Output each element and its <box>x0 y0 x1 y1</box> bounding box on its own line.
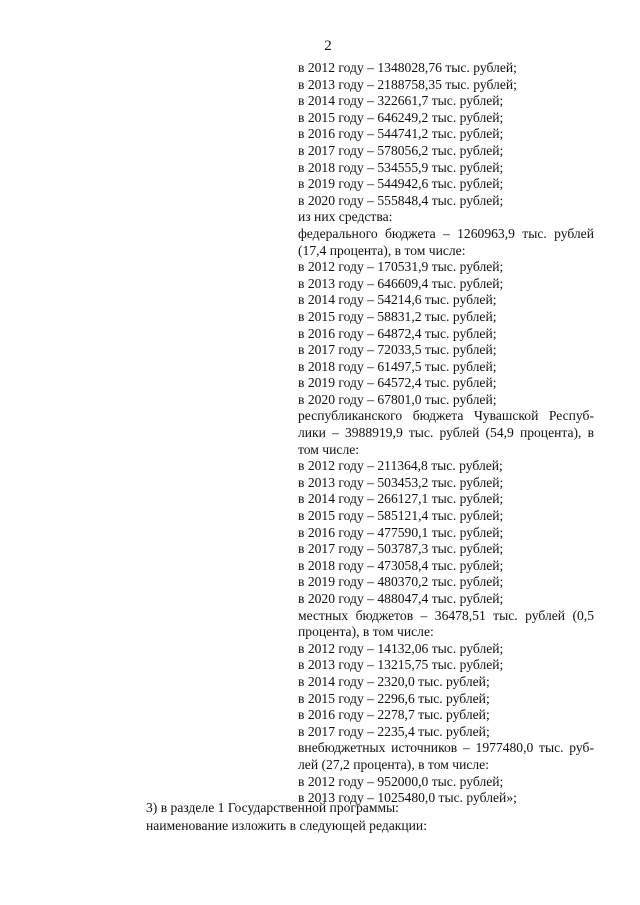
year-line: в 2020 году – 67801,0 тыс. рублей; <box>298 391 497 407</box>
year-line: в 2015 году – 2296,6 тыс. рублей; <box>298 690 490 706</box>
year-line: в 2012 году – 1348028,76 тыс. рублей; <box>298 60 517 75</box>
year-line: в 2019 году – 64572,4 тыс. рублей; <box>298 375 497 391</box>
year-line: в 2014 году – 54214,6 тыс. рублей; <box>298 292 497 308</box>
local-budgets-heading: местных бюджетов – 36478,51 тыс. рублей (0,5 процента), в том числе: <box>298 607 594 640</box>
year-line: в 2013 году – 1025480,0 тыс. рублей»; <box>298 790 517 806</box>
year-line: в 2012 году – 952000,0 тыс. рублей; <box>298 773 504 789</box>
federal-budget-years <box>298 259 594 408</box>
year-line: в 2020 году – 488047,4 тыс. рублей; <box>298 591 504 606</box>
year-line: в 2015 году – 585121,4 тыс. рублей; <box>298 508 504 524</box>
year-line: в 2012 году – 14132,06 тыс. рублей; <box>298 640 504 656</box>
year-line: в 2015 году – 646249,2 тыс. рублей; <box>298 109 504 125</box>
year-line: в 2017 году – 503787,3 тыс. рублей; <box>298 541 504 557</box>
year-line: в 2019 году – 480370,2 тыс. рублей; <box>298 574 504 590</box>
year-line: в 2013 году – 503453,2 тыс. рублей; <box>298 474 504 490</box>
year-line: в 2013 году – 646609,4 тыс. рублей; <box>298 275 504 291</box>
year-line: в 2012 году – 170531,9 тыс. рублей; <box>298 259 504 275</box>
year-line: в 2017 году – 2235,4 тыс. рублей; <box>298 723 490 739</box>
total-by-year-list <box>298 60 594 209</box>
federal-budget-heading: федерального бюджета – 1260963,9 тыс. рублей (17,4 процента), в том числе: <box>298 225 594 258</box>
funding-column <box>298 60 594 807</box>
republican-budget-years <box>298 458 594 607</box>
year-line: в 2017 году – 72033,5 тыс. рублей; <box>298 342 497 358</box>
year-line: в 2016 году – 64872,4 тыс. рублей; <box>298 325 497 341</box>
year-line: в 2018 году – 473058,4 тыс. рублей; <box>298 557 504 573</box>
section-3-line-1: 3) в разделе 1 Государственной программы: <box>146 800 399 815</box>
year-line: в 2016 году – 544741,2 тыс. рублей; <box>298 126 504 142</box>
page-number: 2 <box>324 38 332 54</box>
section-3-line-2: наименование изложить в следующей редакции: <box>146 818 427 833</box>
republican-budget-heading: республиканского бюджета Чувашской Республики – 3988919,9 тыс. рублей (54,9 процента), в том числе: <box>298 408 594 457</box>
extrabudgetary-heading: внебюджетных источников – 1977480,0 тыс. рублей (27,2 процента), в том числе: <box>298 740 594 772</box>
sources-heading: из них средства: <box>298 209 393 225</box>
section-3-block <box>146 799 616 835</box>
year-line: в 2013 году – 13215,75 тыс. рублей; <box>298 657 504 673</box>
year-line: в 2014 году – 2320,0 тыс. рублей; <box>298 673 490 689</box>
year-line: в 2017 году – 578056,2 тыс. рублей; <box>298 142 504 158</box>
year-line: в 2018 году – 534555,9 тыс. рублей; <box>298 159 504 175</box>
year-line: в 2020 году – 555848,4 тыс. рублей; <box>298 192 504 208</box>
year-line: в 2012 году – 211364,8 тыс. рублей; <box>298 458 503 474</box>
year-line: в 2014 году – 266127,1 тыс. рублей; <box>298 491 504 507</box>
year-line: в 2013 году – 2188758,35 тыс. рублей; <box>298 76 517 92</box>
year-line: в 2016 году – 2278,7 тыс. рублей; <box>298 707 490 723</box>
year-line: в 2014 году – 322661,7 тыс. рублей; <box>298 93 504 109</box>
year-line: в 2019 году – 544942,6 тыс. рублей; <box>298 176 504 192</box>
year-line: в 2016 году – 477590,1 тыс. рублей; <box>298 524 504 540</box>
year-line: в 2018 году – 61497,5 тыс. рублей; <box>298 358 497 374</box>
year-line: в 2015 году – 58831,2 тыс. рублей; <box>298 308 497 324</box>
local-budgets-years <box>298 641 594 741</box>
